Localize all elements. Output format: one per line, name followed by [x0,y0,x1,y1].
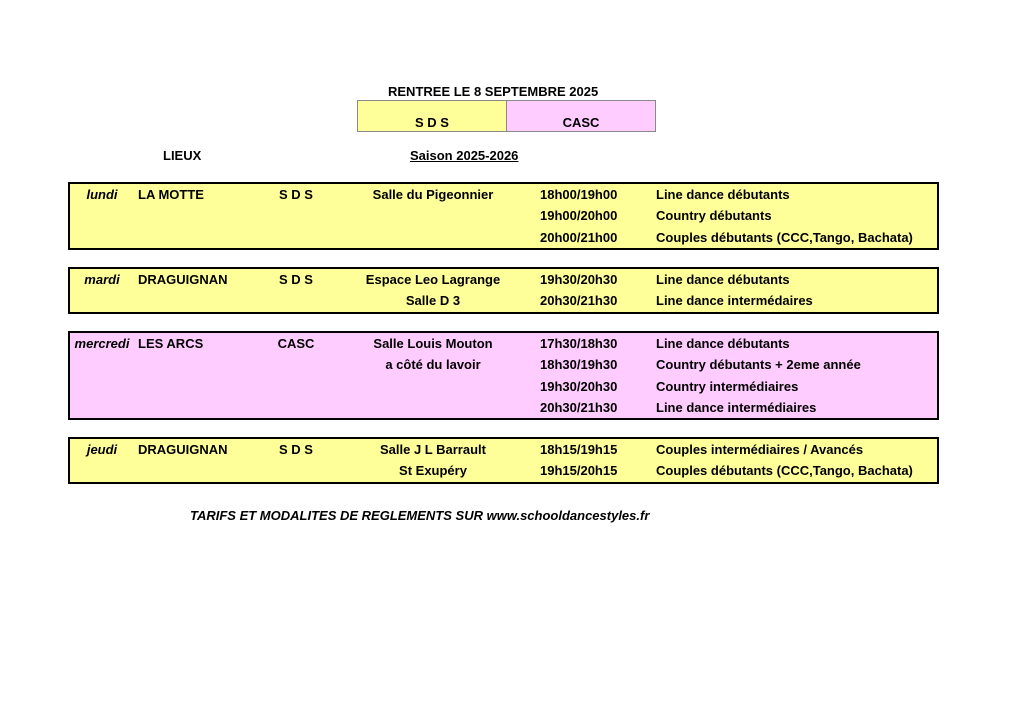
schedule-row [70,269,937,290]
town-label: DRAGUIGNAN [138,442,228,457]
schedule-block-mercredi [68,331,939,420]
schedule-row [70,354,937,375]
course-label: Line dance débutants [656,187,790,202]
course-label: Country débutants + 2eme année [656,357,861,373]
footer-note: TARIFS ET MODALITES DE REGLEMENTS SUR www.schooldancestyles.fr [190,508,650,523]
venue-label: a côté du lavoir [385,357,481,373]
legend-casc-label: CASC [562,115,600,130]
schedule-row [70,205,937,226]
org-label: S D S [279,442,313,457]
time-label: 20h30/21h30 [540,293,618,309]
schedule-block-lundi [68,182,939,250]
town-label: LA MOTTE [138,187,204,202]
course-label: Line dance intermédaires [656,293,813,309]
venue-label: St Exupéry [399,463,467,479]
lieux-label: LIEUX [163,148,202,163]
day-label: lundi [86,187,118,202]
course-label: Couples intermédiaires / Avancés [656,442,864,457]
course-label: Couples débutants (CCC,Tango, Bachata) [656,463,913,479]
org-label: S D S [279,187,313,202]
schedule-block-mardi [68,267,939,314]
schedule-row [70,227,937,248]
time-label: 20h00/21h00 [540,229,618,245]
time-label: 18h00/19h00 [540,187,618,202]
page-title: RENTREE LE 8 SEPTEMBRE 2025 [388,84,599,99]
schedule-row [70,397,937,418]
schedule-row [70,333,937,354]
time-label: 18h15/19h15 [540,442,618,457]
venue-label: Salle D 3 [405,293,461,309]
schedule-row [70,184,937,205]
course-label: Line dance débutants [656,336,790,351]
venue-label: Espace Leo Lagrange [365,272,501,287]
schedule-row [70,290,937,311]
schedule-row [70,439,937,460]
time-label: 19h30/20h30 [540,272,618,287]
venue-label: Salle J L Barrault [380,442,486,457]
town-label: LES ARCS [138,336,204,351]
venue-label: Salle Louis Mouton [373,336,493,351]
schedule-row [70,460,937,481]
time-label: 19h00/20h00 [540,208,618,224]
schedule-block-jeudi [68,437,939,484]
town-label: DRAGUIGNAN [138,272,228,287]
time-label: 19h15/20h15 [540,463,618,479]
legend-casc [506,100,656,132]
day-label: mardi [84,272,120,287]
venue-label: Salle du Pigeonnier [372,187,494,202]
legend-sds [357,100,507,132]
time-label: 20h30/21h30 [540,399,618,415]
day-label: mercredi [74,336,130,351]
time-label: 18h30/19h30 [540,357,618,373]
time-label: 19h30/20h30 [540,378,618,394]
schedule-row [70,376,937,397]
course-label: Line dance intermédiaires [656,399,817,415]
time-label: 17h30/18h30 [540,336,618,351]
org-label: S D S [279,272,313,287]
course-label: Couples débutants (CCC,Tango, Bachata) [656,229,913,245]
course-label: Country débutants [656,208,772,224]
org-label: CASC [277,336,315,351]
day-label: jeudi [86,442,118,457]
season-label: Saison 2025-2026 [410,148,519,163]
course-label: Country intermédiaires [656,378,799,394]
course-label: Line dance débutants [656,272,790,287]
legend-sds-label: S D S [415,115,449,130]
